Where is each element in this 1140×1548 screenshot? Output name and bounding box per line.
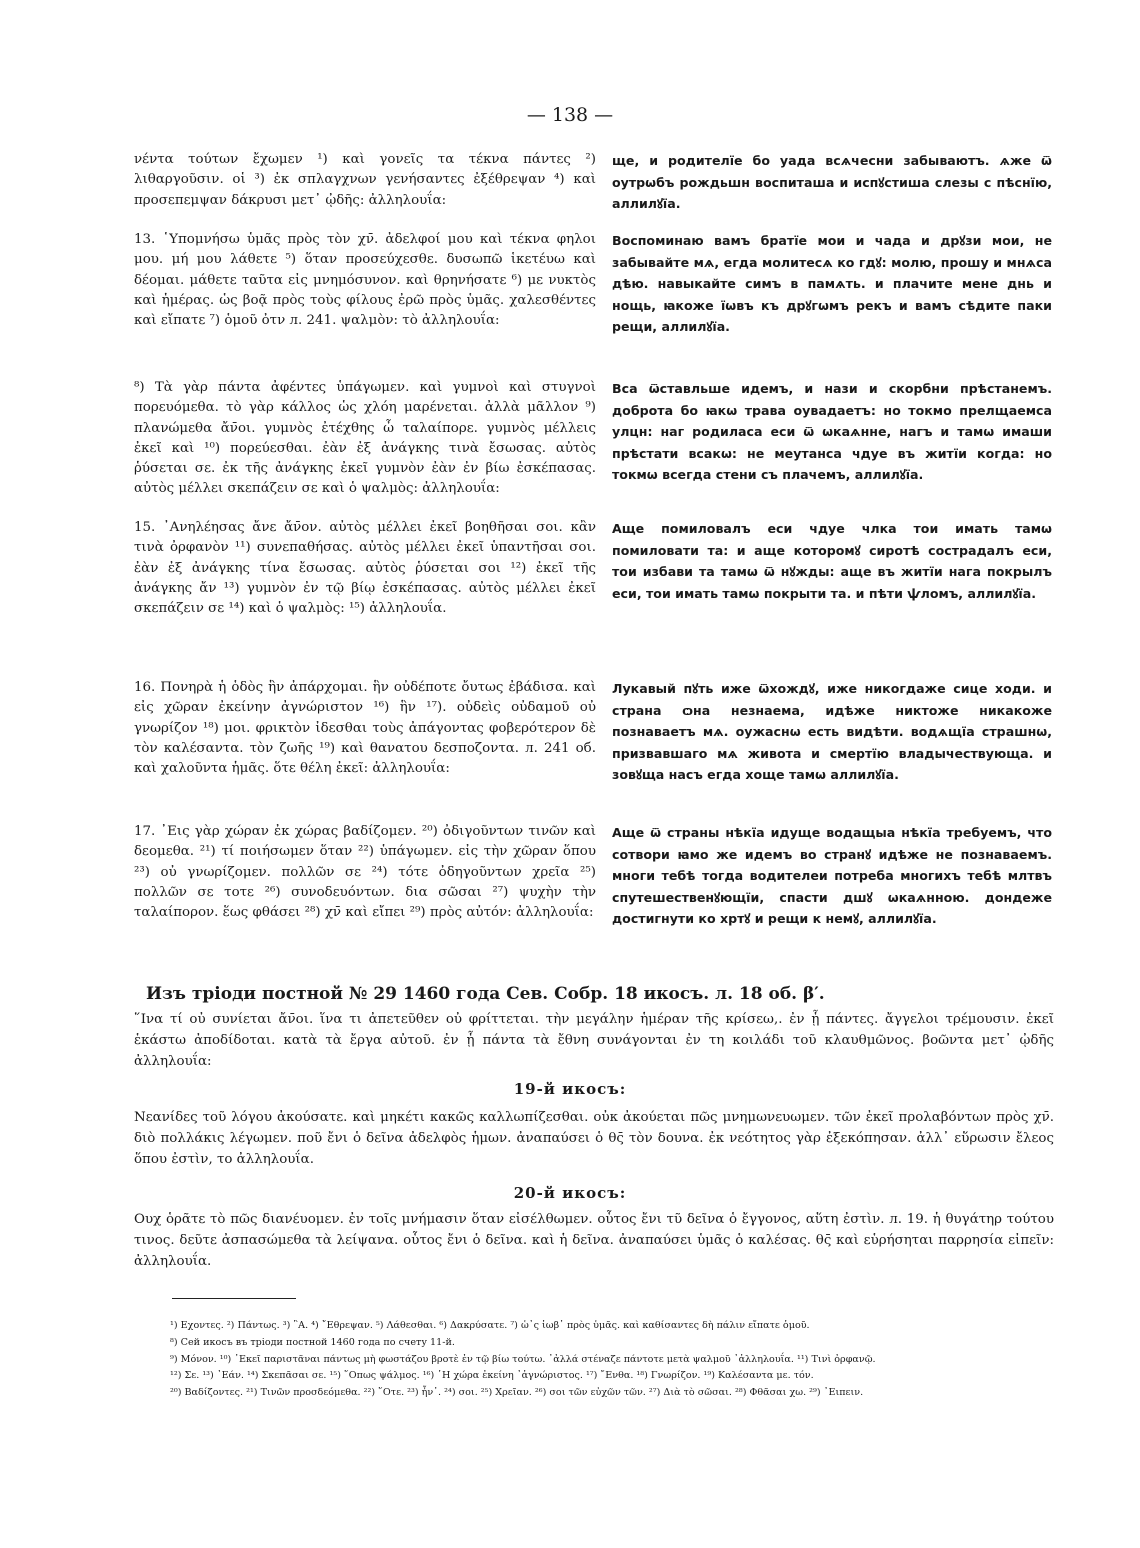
page-number: — 138 — bbox=[526, 104, 614, 126]
slavonic-stanza-14: Вса ѿставльше идемъ, и нази и скорбни прѣстанемъ. доброта бо ꙗкѡ трава оувадаетъ: но токмо прелщаемса улцн: наг родиласа еси ѿ ѡкаѧнне, нагъ и тамѡ имаши прѣстати всакѡ: не меутанса чдуе въ житїи когда: но токмѡ всегда стени съ плачемъ, аллилꙋїа. bbox=[612, 381, 1052, 483]
footnote-line: ⁹) Μόνον. ¹⁰) ᾿Εκεῖ παριστᾶναι πάντως μὴ φωστάζου βροτὲ ἐν τῷ βίω τούτω. ᾽ἀλλά στέναζε πάντοτε μετὰ ψαλμοῦ ᾽ἀλληλουΐα. ¹¹) Τινὶ ὀρφανῷ. bbox=[170, 1353, 876, 1365]
greek-stanza-intro: νέντα τούτων ἔχωμεν ¹) καὶ γονεῖς τα τέκνα πάντες ²) λιθαργοῦσιν. οἱ ³) ἐκ σπλαγχνων γενήσαντες ἐξέθρεψαν ⁴) καὶ προσεπεμψαν δάκρυσι μετ᾽ ᾠδῆς: ἀλληλουΐα: bbox=[134, 152, 596, 208]
greek-stanza-15: 15. ᾿Ανηλέησας ἄνε ἄν̄ον. αὐτὸς μέλλει ἐκεῖ βοηθῆσαι σοι. κἂν τινὰ ὀρφανὸν ¹¹) συνεπαθήσας. αὐτὸς μέλλει ἐκεῖ ὑπαντῆσαι σοι. ἐὰν ἐξ ἀνάγκης τίνα ἔσωσας. αὐτὸς ῥύσεται σοι ¹²) ἐκεῖ τῆς ἀνάγκης ἄν ¹³) γυμνὸν ἐν τῷ βίῳ ἐσκέπασας. αὐτὸς μέλλει ἐκεῖ σκεπάζειν σε ¹⁴) καὶ ὁ ψαλμὸς: ¹⁵) ἀλληλουΐα. bbox=[134, 520, 596, 617]
slavonic-stanza-13: Воспоминаю вамъ братїе мои и чада и дрꙋзи мои, не забывайте мѧ, егда молитесѧ ко гдꙋ: молю, прошу и мнѧса дѣю. навыкайте симъ в памѧть. и плачите мене днь и нощь, ꙗкоже їѡвъ къ дрꙋгѡмъ рекъ и вамъ сѣдите паки рещи, аллилꙋїа. bbox=[612, 233, 1052, 335]
footnote-line: ¹²) Σε. ¹³) ᾿Εάν. ¹⁴) Σκεπᾶσαι σε. ¹⁵) ῞Οπως ψάλμος. ¹⁶) ῾Η χώρα ἐκείνη ᾽ἀγνώριστος. ¹⁷) ῎Ενθα. ¹⁸) Γνωρίζον. ¹⁹) Καλέσαντα με. τόν. bbox=[170, 1370, 814, 1382]
section-heading: Изъ тріоди постной № 29 1460 года Сев. Собр. 18 икосъ. л. 18 об. β′. bbox=[146, 984, 825, 1004]
greek-stanza-17: 17. ᾿Εις γὰρ χώραν ἐκ χώρας βαδίζομεν. ²⁰) ὀδιγοῦντων τινῶν καὶ δεομεθα. ²¹) τί ποιήσωμεν ὅταν ²²) ὑπάγωμεν. εἰς τὴν χῶραν ὅπου ²³) οὐ γνωρίζομεν. πολλῶν σε ²⁴) τότε ὀδηγοῦντων χρεῖα ²⁵) πολλῶν σε τοτε ²⁶) συνοδευόντων. δια σῶσαι ²⁷) ψυχὴν τὴν ταλαίπορον. ἕως φθάσει ²⁸) χν̄ καὶ εἴπει ²⁹) πρὸς αὐτόν: ἀλληλουΐα: bbox=[134, 824, 596, 921]
ikos-19-title: 19-й икосъ: bbox=[513, 1080, 627, 1098]
ikos-20-text: Ουχ ὁρᾶτε τὸ πῶς διανέυομεν. ἐν τοῖς μνήμασιν ὅταν εἰσέλθωμεν. οὗτος ἔνι τῦ δεῖνα ὁ ἔγγονος, αὕτη ἐστὶν. л. 19. ἡ θυγάτηρ τούτου τινος. δεῦτε ἀσπασώμεθα τὰ λείψανα. οὗτος ἔνι ὁ δεῖνα. καὶ ἡ δεῖνα. ἀναπαύσει ὑμᾶς ὁ καλέσας. θς̄ καὶ εὑρήσηται παρρησία εἰπεῖν: ἀλληλουΐα. bbox=[134, 1212, 1054, 1269]
greek-stanza-14: ⁸) Τὰ γὰρ πάντα ἀφέντες ὑπάγωμεν. καὶ γυμνοὶ καὶ στυγνοὶ πορευόμεθα. τὸ γὰρ κάλλος ὡς χλόη μαρένεται. ἀλλὰ μᾶλλον ⁹) πλανώμεθα ἄν̄οι. γυμνὸς ἐτέχθης ὦ ταλαίπορε. γυμνὸς μέλλεις ἐκεῖ καὶ ¹⁰) πορεύεσθαι. ἐὰν ἐξ ἀνάγκης τινὰ ἔσωσας. αὐτὸς ῥύσεται σε. ἐκ τῆς ἀνάγκης ἐκεῖ γυμνὸν ἐὰν ἐν βίω ἐσκέπασας. αὐτὸς μέλλει σκεπάζειν σε καὶ ὁ ψαλμὸς: ἀλληλουΐα: bbox=[134, 380, 596, 497]
slavonic-stanza-16: Лукавый пꙋть иже ѿхождꙋ, иже никогдаже сице ходи. и страна ѻна незнаема, идѣже никтоже никакоже познаваетъ мѧ. оужаснѡ есть видѣти. водѧщїа страшнѡ, призвавшаго мѧ живота и смертїю владычествующа. и зовꙋща насъ егда хоще тамѡ аллилꙋїа. bbox=[612, 681, 1052, 783]
footnote-line: ¹) Εχοντες. ²) Πάντως. ³) ῝Α. ⁴) ῎Εθρεψαν. ⁵) Λάθεσθαι. ⁶) Δακρύσατε. ⁷) ὡ᾽ς ἰωβ᾽ πρὸς ὑμᾶς. καὶ καθίσαντες δὴ πάλιν εἴπατε ὁμοῦ. bbox=[170, 1320, 810, 1331]
slavonic-stanza-15: Аще помиловалъ еси чдуе члка тои имать тамѡ помиловати та: и аще которомꙋ сиротѣ сострадалъ еси, тои избави та тамѡ ѿ нꙋжды: аще въ житїи нага покрылъ еси, тои имать тамѡ покрыти та. и пѣти ѱломъ, аллилꙋїа. bbox=[612, 521, 1052, 601]
greek-stanza-16: 16. Πονηρὰ ἡ ὁδὸς ἣν ἀπάρχομαι. ἣν οὐδέποτε ὄυτως ἐβάδισα. καὶ εἰς χῶραν ἐκείνην ἀγνώριστον ¹⁶) ἣν ¹⁷). οὐδεὶς οὐδαμοῦ οὐ γνωρίζον ¹⁸) μοι. φρικτὸν ἰδεσθαι τοὺς ἀπάγοντας φοβερότερον δὲ τὸν καλέσαντα. τὸν ζωῆς ¹⁹) καὶ θανατου δεσποζοντα. л. 241 об. καὶ χαλοῦντα ἡμᾶς. ὅτε θέλη ἐκεῖ: ἀλληλουΐα: bbox=[134, 680, 596, 777]
ikos-18-text: ῞Ινα τί οὐ συνίεται ἄν̄οι. ἵνα τι ἀπετεῦθεν οὐ φρίττεται. τὴν μεγάλην ἡμέραν τῆς κρίσεω,. ἐν ᾗ πάντες. ἄγγελοι τρέμουσιν. ἐκεῖ ἑκάστω ἀποδίδοται. κατὰ τὰ ἔργα αὐτοῦ. ἐν ᾗ πάντα τὰ ἔθνη συνάγονται ἐν τη κοιλάδι τοῦ κλαυθμῶνος. βοῶντα μετ᾽ ᾠδῆς ἀλληλουΐα: bbox=[134, 1012, 1054, 1069]
footnotes bbox=[170, 1318, 1070, 1402]
ikos-19-text: Νεανίδες τοῦ λόγου ἀκούσατε. καὶ μηκέτι κακῶς καλλωπίζεσθαι. οὐκ ἀκούεται πῶς μνημωνευωμεν. τῶν ἐκεῖ προλαβόντων πρὸς χν̄. διὸ πολλάκις λέγωμεν. ποῦ ἔνι ὁ δεῖνα ἀδελφὸς ἡμων. ἀναπαύσει ὁ θς̄ τὸν δουνα. ἐκ νεότητος γὰρ ἐξεκόπησαν. ἀλλ᾽ εὕρωσιν ἔλεος ὅπου ἐστὶν, το ἀλληλουΐα. bbox=[134, 1110, 1054, 1167]
slavonic-stanza-17: Аще ѿ страны нѣкїа идуще водащыа нѣкїа требуемъ, что сотвори ꙗмо же идемъ во странꙋ идѣже не познаваемъ. многи тебѣ тогда водителеи потреба многихъ тебѣ млтвъ спутешественꙋющїи, спасти дшꙋ ѡкаѧнною. дондеже достигнути ко хртꙋ и рещи к немꙋ, аллилꙋїа. bbox=[612, 825, 1052, 927]
greek-stanza-13: 13. ῾Υπομνήσω ὑμᾶς πρὸς τὸν χν̄. ἀδελφοί μου καὶ τέκνα φηλοι μου. μή μου λάθετε ⁵) ὅταν προσεύχεσθε. δυσωπῶ ἱκετέυω καὶ δέομαι. μάθετε ταῦτα εἰς μνημόσυνον. καὶ θρηνήσατε ⁶) με νυκτὸς καὶ ἡμέρας. ὡς βοᾷ πρὸς τοὺς φίλους ἐρῶ πρὸς ὑμᾶς. χαλεσθέντες καὶ εἴπατε ⁷) ὁμοῦ ὀτν л. 241. ψαλμὸν: τὸ ἀλληλουΐα: bbox=[134, 232, 596, 329]
slavonic-stanza-intro: ще, и родителїе бо уада всѧчесни забываютъ. ѧже ѿ оутрѡбъ рождьшн воспиташа и испꙋстиша слезы с пѣснїю, аллилꙋїа. bbox=[612, 153, 1052, 212]
ikos-20-title: 20-й икосъ: bbox=[513, 1184, 627, 1202]
footnote-line: ²⁰) Βαδίζοντες. ²¹) Τινῶν προσδεόμεθα. ²²) ῞Οτε. ²³) ἦν᾽. ²⁴) σοι. ²⁵) Χρεῖαν. ²⁶) σοι τῶν εὐχῶν τῶν. ²⁷) Διὰ τὸ σῶσαι. ²⁸) Φθᾶσαι χω. ²⁹) ᾿Ειπειν. bbox=[170, 1387, 864, 1399]
footnote-line: ⁸) Сей икосъ въ тріоди постной 1460 года по счету 11-й. bbox=[170, 1336, 455, 1348]
footnote-divider bbox=[172, 1298, 296, 1299]
